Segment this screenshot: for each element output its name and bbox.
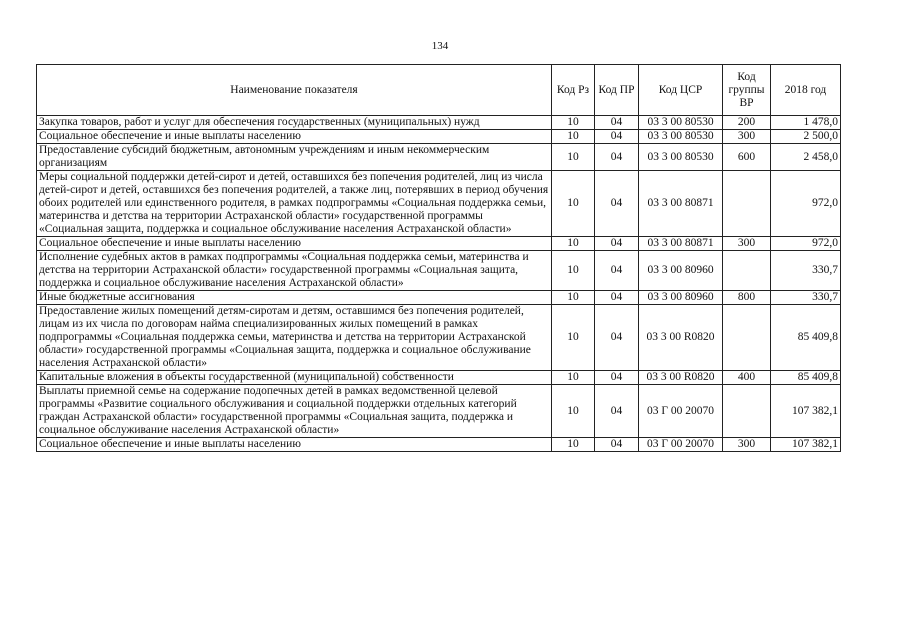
row-pr: 04: [595, 144, 639, 171]
row-amount: 2 500,0: [771, 130, 841, 144]
row-name: Исполнение судебных актов в рамках подпрограммы «Социальная поддержка семьи, материнства и детства на территории Астраханской области» государственной программы «Социальная защита, поддержка и социальное обслуживание населения Астраханской области»: [37, 251, 552, 291]
row-pr: 04: [595, 251, 639, 291]
row-amount: 330,7: [771, 251, 841, 291]
table-row: [37, 251, 841, 291]
row-name: Выплаты приемной семье на содержание подопечных детей в рамках ведомственной целевой программы «Развитие социального обслуживания и социальной поддержки отдельных категорий граждан Астраханской области» государственной программы «Социальная защита, поддержка и социальное обслуживание населения Астраханской области»: [37, 385, 552, 438]
row-vr: [723, 171, 771, 237]
row-amount: 85 409,8: [771, 305, 841, 371]
row-rz: 10: [552, 371, 595, 385]
row-csr: 03 3 00 80530: [639, 130, 723, 144]
row-amount: 2 458,0: [771, 144, 841, 171]
header-name: Наименование показателя: [37, 65, 552, 116]
row-name: Иные бюджетные ассигнования: [37, 291, 552, 305]
row-amount: 107 382,1: [771, 438, 841, 452]
row-rz: 10: [552, 237, 595, 251]
row-vr: 200: [723, 116, 771, 130]
table-row: [37, 371, 841, 385]
row-name: Капитальные вложения в объекты государственной (муниципальной) собственности: [37, 371, 552, 385]
row-name: Социальное обеспечение и иные выплаты населению: [37, 438, 552, 452]
table-row: [37, 305, 841, 371]
header-year: 2018 год: [771, 65, 841, 116]
table-row: [37, 237, 841, 251]
row-name: Социальное обеспечение и иные выплаты населению: [37, 237, 552, 251]
row-rz: 10: [552, 130, 595, 144]
row-pr: 04: [595, 438, 639, 452]
header-kod-pr: Код ПР: [595, 65, 639, 116]
header-kod-vr: Код группы ВР: [723, 65, 771, 116]
header-kod-rz: Код Рз: [552, 65, 595, 116]
row-name: Предоставление субсидий бюджетным, автономным учреждениям и иным некоммерческим организациям: [37, 144, 552, 171]
row-vr: [723, 305, 771, 371]
row-pr: 04: [595, 130, 639, 144]
row-pr: 04: [595, 171, 639, 237]
row-vr: 400: [723, 371, 771, 385]
row-csr: 03 3 00 80530: [639, 144, 723, 171]
table-row: [37, 144, 841, 171]
page-number: 134: [431, 40, 449, 52]
row-pr: 04: [595, 371, 639, 385]
row-csr: 03 Г 00 20070: [639, 385, 723, 438]
row-vr: [723, 385, 771, 438]
row-csr: 03 3 00 80960: [639, 251, 723, 291]
row-csr: 03 3 00 R0820: [639, 371, 723, 385]
row-vr: 800: [723, 291, 771, 305]
table-header-row: [37, 65, 841, 116]
budget-table: [36, 64, 841, 452]
row-csr: 03 3 00 80871: [639, 237, 723, 251]
row-amount: 330,7: [771, 291, 841, 305]
row-pr: 04: [595, 291, 639, 305]
row-rz: 10: [552, 291, 595, 305]
row-csr: 03 Г 00 20070: [639, 438, 723, 452]
row-rz: 10: [552, 438, 595, 452]
row-rz: 10: [552, 305, 595, 371]
row-pr: 04: [595, 237, 639, 251]
row-pr: 04: [595, 116, 639, 130]
row-pr: 04: [595, 305, 639, 371]
row-csr: 03 3 00 80530: [639, 116, 723, 130]
row-pr: 04: [595, 385, 639, 438]
row-rz: 10: [552, 385, 595, 438]
table-row: [37, 171, 841, 237]
row-vr: 600: [723, 144, 771, 171]
table-row: [37, 438, 841, 452]
row-amount: 1 478,0: [771, 116, 841, 130]
row-csr: 03 3 00 R0820: [639, 305, 723, 371]
row-rz: 10: [552, 251, 595, 291]
table-row: [37, 116, 841, 130]
row-name: Социальное обеспечение и иные выплаты населению: [37, 130, 552, 144]
row-vr: 300: [723, 237, 771, 251]
row-amount: 85 409,8: [771, 371, 841, 385]
row-rz: 10: [552, 116, 595, 130]
row-vr: 300: [723, 130, 771, 144]
row-amount: 107 382,1: [771, 385, 841, 438]
row-rz: 10: [552, 144, 595, 171]
table-row: [37, 291, 841, 305]
row-name: Предоставление жилых помещений детям-сиротам и детям, оставшимся без попечения родителей, лицам из их числа по договорам найма специализированных жилых помещений в рамках подпрограммы «Социальная поддержка семьи, материнства и детства на территории Астраханской области» государственной программы «Социальная защита, поддержка и социальное обслуживание населения Астраханской области»: [37, 305, 552, 371]
row-csr: 03 3 00 80871: [639, 171, 723, 237]
table-row: [37, 385, 841, 438]
row-name: Меры социальной поддержки детей-сирот и детей, оставшихся без попечения родителей, лиц из числа детей-сирот и детей, оставшихся без попечения родителей, а также лиц, потерявших в период обучения обоих родителей или единственного родителя, в рамках подпрограммы «Социальная поддержка семьи, материнства и детства на территории Астраханской области» государственной программы «Социальная защита, поддержка и социальное обслуживание населения Астраханской области»: [37, 171, 552, 237]
row-rz: 10: [552, 171, 595, 237]
row-name: Закупка товаров, работ и услуг для обеспечения государственных (муниципальных) нужд: [37, 116, 552, 130]
row-csr: 03 3 00 80960: [639, 291, 723, 305]
table-row: [37, 130, 841, 144]
row-vr: 300: [723, 438, 771, 452]
row-amount: 972,0: [771, 237, 841, 251]
row-vr: [723, 251, 771, 291]
row-amount: 972,0: [771, 171, 841, 237]
header-kod-csr: Код ЦСР: [639, 65, 723, 116]
